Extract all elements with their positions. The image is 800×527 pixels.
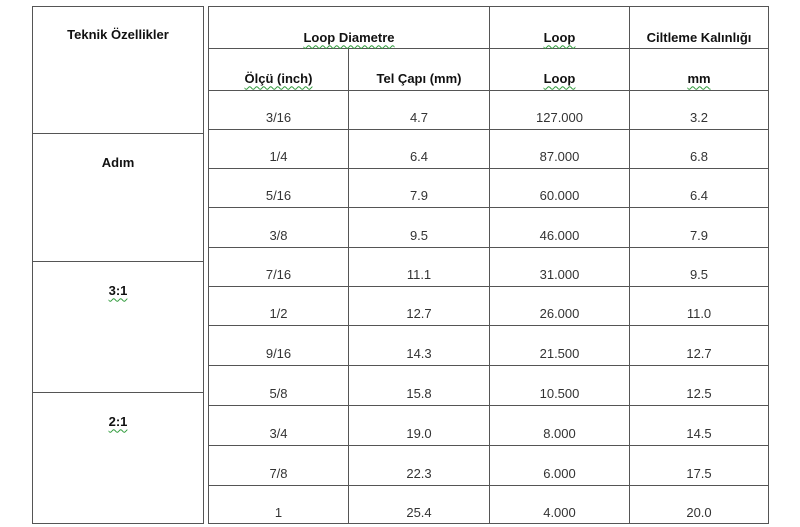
header-loop-diametre: Loop Diametre xyxy=(303,29,395,45)
left-table-divider xyxy=(32,392,204,393)
row-divider xyxy=(208,485,769,486)
subheader-olcu-inch: Ölçü (inch) xyxy=(244,70,313,86)
cell-olcu: 5/16 xyxy=(265,187,292,203)
cell-olcu: 7/8 xyxy=(269,465,288,481)
row-divider xyxy=(208,445,769,446)
cell-olcu: 3/4 xyxy=(269,425,288,441)
left-table-border-left xyxy=(32,6,33,524)
cell-tel-capi: 7.9 xyxy=(409,187,429,203)
left-table-header: Teknik Özellikler xyxy=(67,26,169,42)
cell-mm: 20.0 xyxy=(686,504,712,520)
label-adim: Adım xyxy=(101,154,135,170)
subheader-loop: Loop xyxy=(543,70,576,86)
right-table-border-right xyxy=(768,6,769,524)
cell-loop: 26.000 xyxy=(539,305,580,321)
cell-loop: 127.000 xyxy=(536,109,583,125)
label-3-1: 3:1 xyxy=(108,282,128,298)
row-divider xyxy=(208,168,769,169)
cell-olcu: 5/8 xyxy=(269,385,288,401)
cell-mm: 9.5 xyxy=(689,266,709,282)
header-loop: Loop xyxy=(543,29,576,45)
cell-tel-capi: 14.3 xyxy=(406,345,432,361)
cell-mm: 11.0 xyxy=(686,305,712,321)
cell-mm: 6.8 xyxy=(689,148,709,164)
row-divider xyxy=(208,365,769,366)
header-ciltleme-kalinligi: Ciltleme Kalınlığı xyxy=(646,29,752,45)
cell-tel-capi: 12.7 xyxy=(406,305,432,321)
cell-olcu: 9/16 xyxy=(265,345,292,361)
cell-mm: 12.5 xyxy=(686,385,712,401)
cell-mm: 17.5 xyxy=(686,465,712,481)
row-divider xyxy=(208,129,769,130)
left-table-border-bottom xyxy=(32,523,204,524)
left-table-border-top xyxy=(32,6,204,7)
cell-olcu: 1/2 xyxy=(269,305,288,321)
label-2-1: 2:1 xyxy=(108,413,128,429)
cell-tel-capi: 22.3 xyxy=(406,465,432,481)
row-divider xyxy=(208,405,769,406)
cell-tel-capi: 15.8 xyxy=(406,385,432,401)
right-table-header-divider xyxy=(208,90,769,91)
cell-mm: 3.2 xyxy=(689,109,709,125)
left-table-divider xyxy=(32,261,204,262)
cell-mm: 6.4 xyxy=(689,187,709,203)
cell-tel-capi: 25.4 xyxy=(406,504,432,520)
cell-tel-capi: 11.1 xyxy=(406,266,432,282)
cell-tel-capi: 4.7 xyxy=(409,109,429,125)
cell-olcu: 3/16 xyxy=(265,109,292,125)
row-divider xyxy=(208,207,769,208)
cell-loop: 60.000 xyxy=(539,187,580,203)
cell-loop: 10.500 xyxy=(539,385,580,401)
left-table-border-right xyxy=(203,6,204,524)
cell-mm: 14.5 xyxy=(686,425,712,441)
cell-tel-capi: 19.0 xyxy=(406,425,432,441)
cell-mm: 7.9 xyxy=(689,227,709,243)
cell-loop: 8.000 xyxy=(543,425,576,441)
row-divider xyxy=(208,286,769,287)
left-table-divider xyxy=(32,133,204,134)
cell-loop: 46.000 xyxy=(539,227,580,243)
cell-mm: 12.7 xyxy=(686,345,712,361)
cell-loop: 4.000 xyxy=(543,504,576,520)
cell-loop: 87.000 xyxy=(539,148,580,164)
row-divider xyxy=(208,247,769,248)
cell-loop: 31.000 xyxy=(539,266,580,282)
cell-tel-capi: 9.5 xyxy=(409,227,429,243)
cell-loop: 21.500 xyxy=(539,345,580,361)
cell-olcu: 1 xyxy=(274,504,283,520)
right-table-header-divider xyxy=(208,48,769,49)
row-divider xyxy=(208,325,769,326)
subheader-mm: mm xyxy=(687,70,711,86)
cell-olcu: 7/16 xyxy=(265,266,292,282)
subheader-tel-capi: Tel Çapı (mm) xyxy=(376,70,462,86)
cell-tel-capi: 6.4 xyxy=(409,148,429,164)
cell-olcu: 3/8 xyxy=(269,227,288,243)
cell-loop: 6.000 xyxy=(543,465,576,481)
cell-olcu: 1/4 xyxy=(269,148,288,164)
